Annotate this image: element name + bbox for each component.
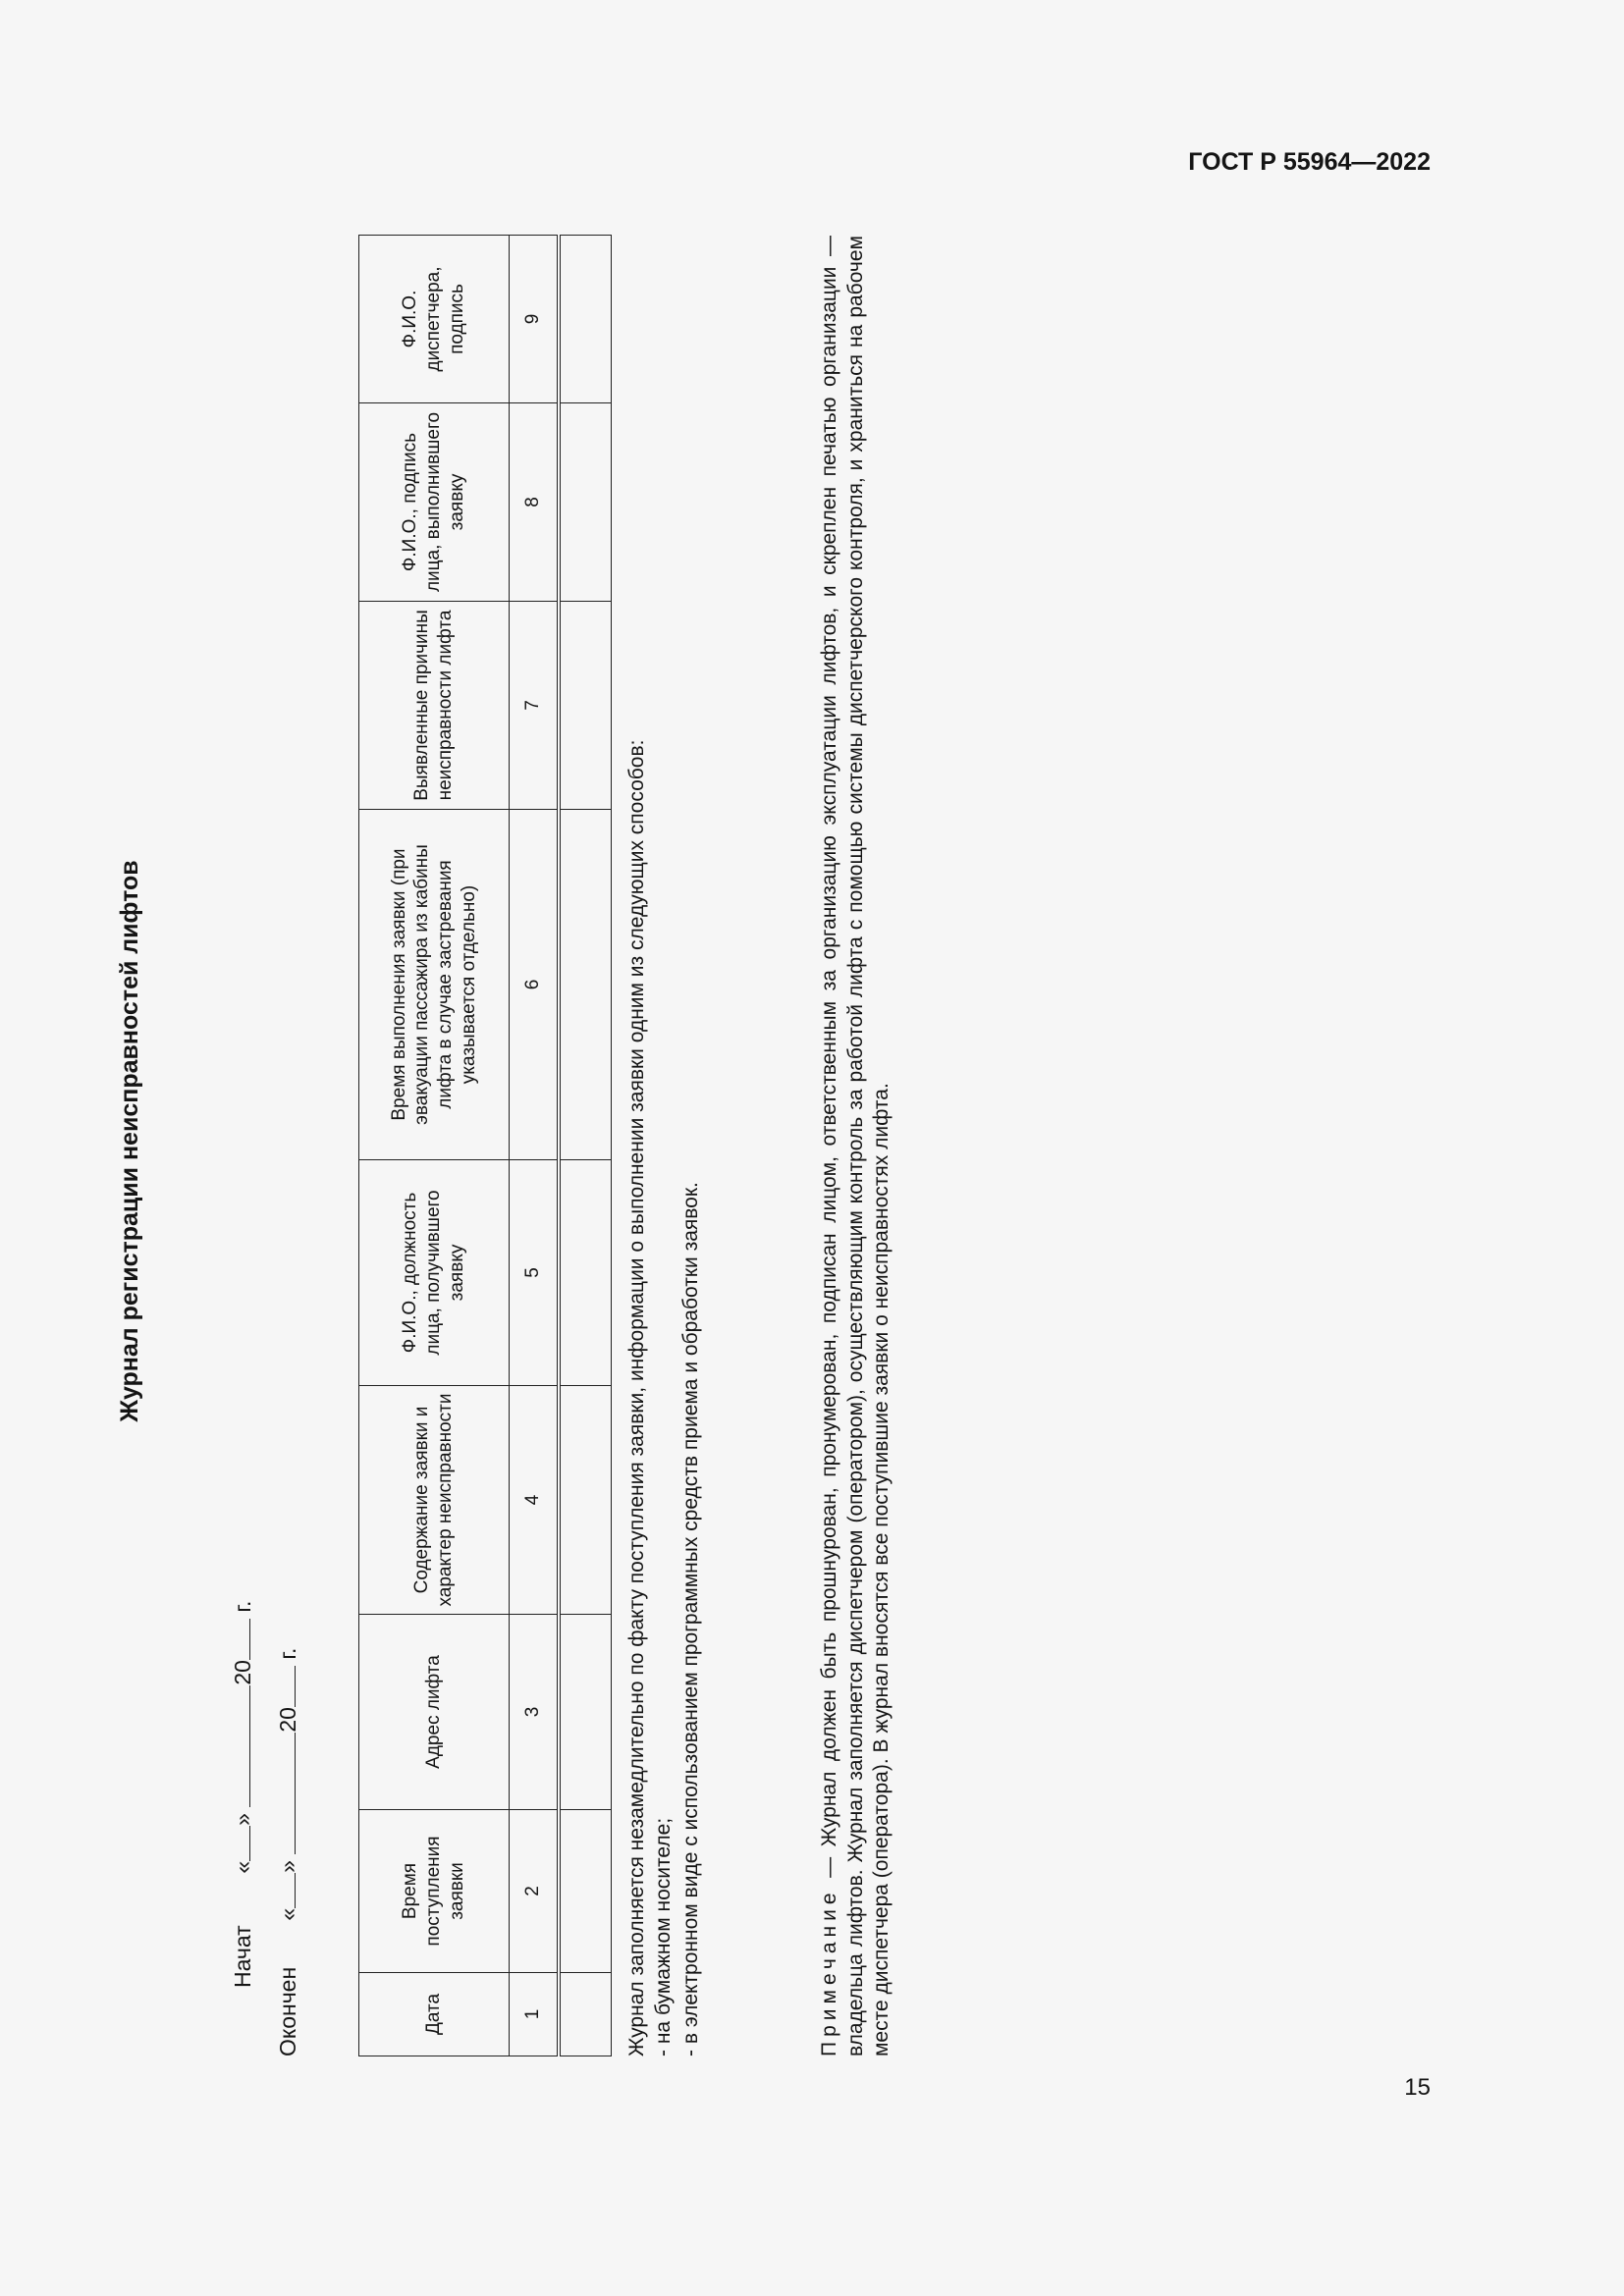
- end-date-line: [275, 1648, 301, 2056]
- column-number: 6: [510, 810, 560, 1160]
- header-cell-dispatcher: Ф.И.О. диспетчера, подпись: [359, 236, 510, 403]
- header-cell-lift-address: Адрес лифта: [359, 1615, 510, 1810]
- header-cell-request-content: Содержание заявки и характер неисправности: [359, 1386, 510, 1615]
- header-cell-receiver: Ф.И.О., должность лица, получившего заявку: [359, 1160, 510, 1386]
- fill-method-paper: - на бумажном носителе;: [652, 1817, 676, 2056]
- end-year-prefix: 20: [275, 1707, 300, 1733]
- fill-instructions: [623, 236, 704, 2056]
- table-cell: [559, 1160, 612, 1386]
- start-year-suffix: г.: [230, 1600, 255, 1613]
- start-month-blank: [230, 1685, 250, 1807]
- table-cell: [559, 602, 612, 810]
- start-date-line: [230, 1601, 256, 1988]
- table-cell: [559, 1810, 612, 1973]
- table-cell: [559, 236, 612, 403]
- column-number: 1: [510, 1973, 560, 2056]
- fill-instructions-intro: Журнал заполняется незамедлительно по факту поступления заявки, информации о выполнении заявки одним из следующих способов:: [625, 739, 648, 2056]
- column-number: 9: [510, 236, 560, 403]
- table-empty-row: [559, 236, 612, 2056]
- column-number: 2: [510, 1810, 560, 1973]
- end-close-quote: »: [275, 1860, 300, 1873]
- table-cell: [559, 403, 612, 602]
- end-open-quote: «: [275, 1907, 300, 1921]
- header-cell-completion-time: Время выполнения заявки (при эвакуации пассажира из кабины лифта в случае застревания указывается отдельно): [359, 810, 510, 1160]
- start-year-blank: [230, 1619, 250, 1660]
- table-cell: [559, 1386, 612, 1615]
- header-cell-causes: Выявленные причины неисправности лифта: [359, 602, 510, 810]
- end-month-blank: [275, 1733, 296, 1854]
- header-cell-received-time: Время поступления заявки: [359, 1810, 510, 1973]
- table-header-row: [359, 236, 510, 2056]
- standard-code: ГОСТ Р 55964—2022: [1188, 148, 1431, 176]
- remark-paragraph: [817, 236, 895, 2056]
- table-cell: [559, 1973, 612, 2056]
- start-open-quote: «: [230, 1860, 255, 1874]
- table-number-row: [510, 236, 560, 2056]
- fill-method-electronic: - в электронном виде с использованием программных средств приема и обработки заявок.: [678, 1182, 702, 2056]
- rotated-landscape-content: [108, 226, 1031, 2056]
- column-number: 4: [510, 1386, 560, 1615]
- remark-text: — Журнал должен быть прошнурован, пронумерован, подписан лицом, ответственным за организацию эксплуатации лифтов, и скреплен печатью организации — владельца лифтов. Журнал заполняется диспетчером (оператором), осуществляющим контроль за работой лифта с помощью системы диспетчерского контроля, и храниться на рабочем месте диспетчера (оператора). В журнал вносятся все поступившие заявки о неисправностях лифта.: [818, 236, 893, 2056]
- remark-label: Примечание: [818, 1888, 840, 2056]
- end-year-blank: [275, 1666, 296, 1707]
- start-day-blank: [230, 1826, 250, 1861]
- header-cell-executor: Ф.И.О., подпись лица, выполнившего заявку: [359, 403, 510, 602]
- start-close-quote: »: [230, 1813, 255, 1826]
- column-number: 5: [510, 1160, 560, 1386]
- journal-table: [358, 235, 612, 2056]
- table-cell: [559, 810, 612, 1160]
- end-year-suffix: г.: [275, 1647, 300, 1660]
- end-day-blank: [275, 1873, 296, 1908]
- column-number: 7: [510, 602, 560, 810]
- column-number: 3: [510, 1615, 560, 1810]
- journal-title: Журнал регистрации неисправностей лифтов: [116, 860, 143, 1422]
- page-number: 15: [1404, 2074, 1431, 2101]
- end-label: Окончен: [275, 1966, 300, 2056]
- start-year-prefix: 20: [230, 1660, 255, 1685]
- start-label: Начат: [230, 1925, 255, 1988]
- table-cell: [559, 1615, 612, 1810]
- column-number: 8: [510, 403, 560, 602]
- header-cell-date: Дата: [359, 1973, 510, 2056]
